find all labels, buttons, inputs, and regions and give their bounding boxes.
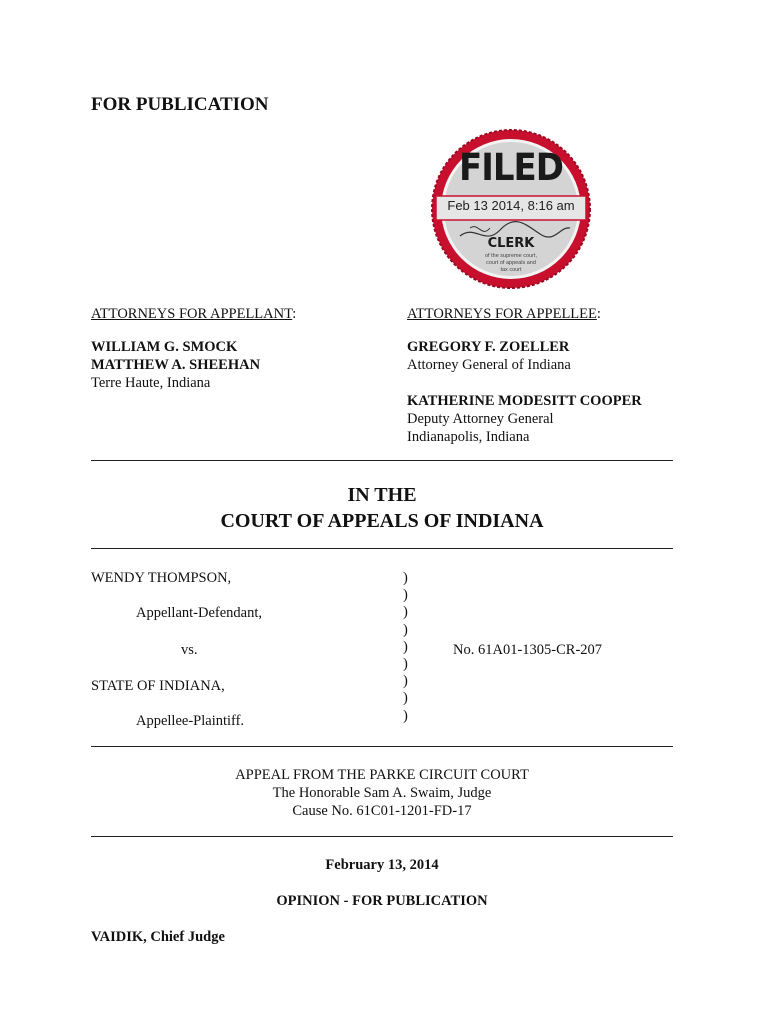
appeal-cause-number: Cause No. 61C01-1201-FD-17 [292,803,472,819]
decision-date: February 13, 2014 [325,857,439,873]
court-line-2: COURT OF APPEALS OF INDIANA [220,510,544,532]
party-appellant: WENDY THOMPSON, [91,570,232,586]
court-line-1: IN THE [347,484,417,506]
appellant-attorney-name: WILLIAM G. SMOCK [91,339,238,355]
filed-stamp [430,128,592,290]
appeal-court: APPEAL FROM THE PARKE CIRCUIT COURT [235,767,529,783]
stamp-subtext-line: of the supreme court, [485,253,537,259]
opinion-author: VAIDIK, Chief Judge [91,929,225,945]
divider [91,836,673,837]
stamp-subtext-line: court of appeals and [486,260,536,266]
appellant-attorneys-heading: ATTORNEYS FOR APPELLANT: [91,306,297,322]
case-number: No. 61A01-1305-CR-207 [453,642,603,658]
appellant-attorney-location: Terre Haute, Indiana [91,375,211,391]
appellee-attorney-name: KATHERINE MODESITT COOPER [407,393,642,409]
appellee-attorney-title: Deputy Attorney General [407,411,554,427]
publication-label: FOR PUBLICATION [91,94,269,115]
appeal-judge: The Honorable Sam A. Swaim, Judge [272,785,492,801]
divider [91,460,673,461]
appellee-attorney-title: Attorney General of Indiana [407,357,571,373]
appellee-attorneys-heading: ATTORNEYS FOR APPELLEE: [407,306,601,322]
appellee-attorney-location: Indianapolis, Indiana [407,429,530,445]
stamp-timestamp: Feb 13 2014, 8:16 am [447,198,575,213]
party-appellee: STATE OF INDIANA, [91,678,225,694]
stamp-title: FILED [459,146,563,190]
party-appellant-role: Appellant-Defendant, [136,605,263,621]
party-appellee-role: Appellee-Plaintiff. [136,713,245,729]
divider [91,746,673,747]
caption-parentheses: ) ) ) ) ) ) ) ) ) [403,570,408,724]
versus-label: vs. [181,642,198,658]
divider [91,548,673,549]
stamp-subtext-line: tax court [500,267,522,273]
stamp-subtext [430,253,592,274]
appellant-attorney-name: MATTHEW A. SHEEHAN [91,357,261,373]
decision-type: OPINION - FOR PUBLICATION [276,893,488,909]
appellee-attorney-name: GREGORY F. ZOELLER [407,339,570,355]
stamp-role: CLERK [487,236,535,251]
